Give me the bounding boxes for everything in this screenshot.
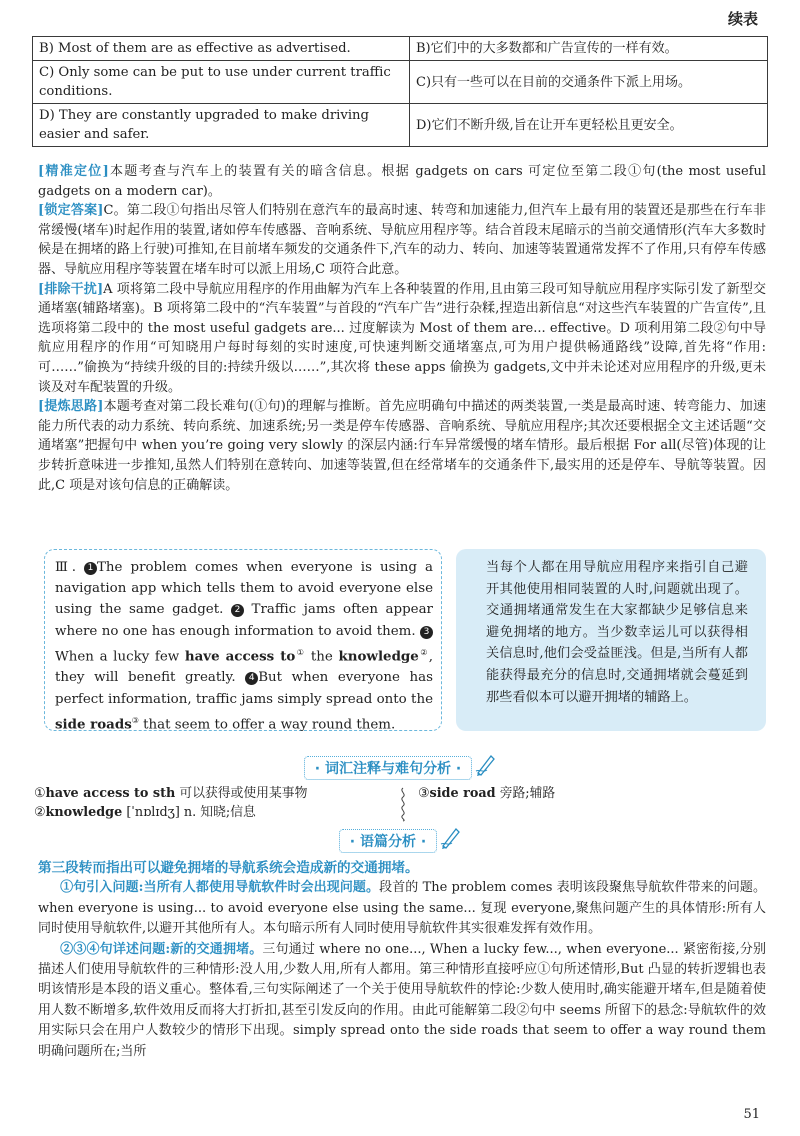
page-number: 51 — [743, 1107, 760, 1122]
option-c-en: C) Only some can be put to use under current traffic conditions. — [33, 61, 410, 104]
analysis-answer — [38, 201, 766, 279]
spiral-divider-icon — [398, 786, 408, 822]
sentence-4b: that seem to offer a way round them. — [138, 717, 396, 733]
vocab-term: knowledge — [45, 805, 123, 820]
thinking-text: 本题考查对第二段长难句(①句)的理解与推断。首先应明确句中描述的两类装置,一类是最高时速、转弯能力、加速能力所代表的动力系统、转向系统、加速系统;另一类是停车传感器、音响系统、导航应用程序;其次还要根据全文主述话题“交通堵塞”把握句中 when you’re going very slowly 的深层内涵:行车异常缓慢的堵车情形。最后根据 For all(尽管)体现的让步转折意味进一步推知,虽然人们特别在意转向、加速等装置,但在经常堵车的交通条件下,最实用的还是停车、导航等装置。因此,C 项是对该句信息的正确解读。 — [38, 399, 766, 493]
analysis-locate — [38, 162, 766, 201]
vocab-highlight: knowledge — [338, 648, 419, 665]
discourse-p1-label: ①句引入问题:当所有人都使用导航软件时会出现问题。 — [60, 880, 380, 896]
answer-text: C。第二段①句指出尽管人们特别在意汽车的最高时速、转弯和加速能力,但汽车上最有用的装置还是那些在行车非常缓慢(堵车)时起作用的装置,诸如停车传感器、音响系统、导航应用程序等。结合首段末尾暗示的当前交通情形(汽车大多数时候是在拥堵的路上行驶)可推知,在目前堵车频发的交通条件下,汽车的动力、转向、加速等装置通常发挥不了作用,只有停车传感器、导航应用程序等装置在堵车时可以派上用场,C 项符合此意。 — [38, 203, 766, 277]
locate-text: 本题考查与汽车上的装置有关的暗含信息。根据 gadgets on cars 可定位至第二段①句(the most useful gadgets on a modern car)。 — [38, 164, 766, 199]
sentence-4a: But when everyone has perfect information, traffic jams simply spread onto the — [55, 670, 433, 707]
sentence-number-icon: 4 — [245, 672, 258, 685]
discourse-p2-label: ②③④句详述问题:新的交通拥堵。 — [60, 941, 263, 957]
discourse-analysis — [38, 858, 766, 1062]
passage-text — [55, 557, 433, 736]
pen-icon — [474, 751, 496, 781]
discourse-p1-text: 段首的 The problem comes 表明该段聚焦导航软件带来的问题。when everyone is using... to avoid everyone else using the same... 复现 everyone,聚焦问题产生的具体情形:所有人同时使用导航软件,以避开其他所有人。本句暗示所有人同时使用导航软件其实很难发挥有效作用。 — [38, 880, 766, 937]
vocab-def: 旁路;辅路 — [495, 786, 556, 801]
footnote-marker: ③ — [131, 715, 139, 725]
vocab-highlight: have access to — [184, 648, 296, 665]
sentence-number-icon: 1 — [84, 562, 97, 575]
analysis-thinking — [38, 397, 766, 495]
list-item: ③side road 旁路;辅路 — [418, 786, 556, 801]
sentence-2: Traffic jams often appear where no one has enough information to avoid them. — [55, 602, 433, 639]
sentence-1: The problem comes when everyone is using a navigation app which tells them to avoid everyone else using the same gadget. — [55, 560, 433, 618]
footnote-marker: ① — [295, 647, 306, 657]
vocab-def: [ˈnɒlɪdʒ] n. 知晓;信息 — [122, 805, 256, 820]
sentence-3a: When a lucky few — [55, 649, 185, 665]
option-b-zh: B)它们中的大多数都和广告宣传的一样有效。 — [410, 37, 768, 61]
pen-icon — [439, 824, 461, 854]
discourse-lead: 第三段转而指出可以避免拥堵的导航系统会造成新的交通拥堵。 — [38, 860, 419, 876]
translation-text: 当每个人都在用导航应用程序来指引自己避开其他使用相同装置的人时,问题就出现了。交通拥堵通常发生在大家都缺少足够信息来避免拥堵的地方。当少数幸运儿可以获得相关信息时,他们会受益匪浅。但是,当所有人都能获得最充分的信息时,交通拥堵就会蔓延到那些看似本可以避开拥堵的辅路上。 — [486, 560, 748, 705]
options-table — [32, 36, 768, 147]
vocab-section-header — [0, 751, 800, 775]
vocab-section-title: · 词汇注释与难句分析 · — [304, 756, 472, 780]
list-item: ①have access to sth 可以获得或使用某事物 — [34, 786, 308, 801]
sentence-3c: , they will benefit greatly. — [55, 649, 433, 686]
question-analysis — [38, 162, 766, 495]
sentence-number-icon: 3 — [420, 626, 433, 639]
continued-label: 续表 — [727, 10, 758, 28]
discourse-section-title: · 语篇分析 · — [339, 829, 437, 853]
discourse-p2-text: 三句通过 where no one..., When a lucky few..., when everyone... 紧密衔接,分别描述人们使用导航软件的三种情形:没人用,少数人用,所有人都用。第三种情形直接呼应①句所述情形,But 凸显的转折逻辑也表明该情形是本段的语义重心。整体看,三句实际阐述了一个关于使用导航软件的悖论:少数人使用时,确实能避开堵车,但是随着使用人数不断增多,软件效用反而将大打折扣,甚至引发反向的作用。由此可能解第二段②句中 seems 所留下的悬念:导航软件的效用实际只会在用户人数较少的情形下出现。simply spread onto the side roads that seem to offer a way round them 明确问题所在;当所 — [38, 941, 766, 1059]
table-row — [33, 61, 768, 104]
analysis-exclude — [38, 280, 766, 398]
locate-tag: [精准定位] — [38, 164, 109, 179]
exclude-tag: [排除干扰] — [38, 281, 104, 297]
vocab-term: have access to sth — [45, 786, 176, 801]
list-item: ②knowledge [ˈnɒlɪdʒ] n. 知晓;信息 — [34, 805, 256, 820]
footnote-marker: ② — [418, 647, 429, 657]
discourse-section-header — [0, 824, 800, 848]
translation-box — [456, 549, 766, 731]
discourse-para-1 — [38, 878, 766, 939]
vocab-term: side road — [429, 786, 496, 801]
exclude-text: A 项将第二段中导航应用程序的作用曲解为汽车上各种装置的作用,且由第三段可知导航应用程序实际引发了新型交通堵塞(辅路堵塞)。B 项将第二段中的“汽车装置”与首段的“汽车广告”进行杂糅,捏造出新信息“对这些汽车装置的广告宣传”,且选项将第二段中的 the most useful gadgets are... 过度解读为 Most of them are... effective。D 项利用第二段②句中导航应用程序的作用“可知晓用户每时每刻的实时速度,可快速判断交通堵塞点,可为用户提供畅通路线”设障,首先将“作用:可……”偷换为“持续升级的目的:持续升级以……”,其次将 these apps 偷换为 gadgets,文中并未论述对应用程序的升级,更未谈及对车配装置的升级。 — [38, 281, 766, 395]
vocab-def: 可以获得或使用某事物 — [175, 786, 308, 801]
option-b-en: B) Most of them are as effective as advertised. — [33, 37, 410, 61]
table-row — [33, 37, 768, 61]
vocab-highlight: side roads — [55, 716, 132, 733]
option-c-zh: C)只有一些可以在目前的交通条件下派上用场。 — [410, 61, 768, 104]
paragraph-number: Ⅲ. — [55, 560, 76, 575]
option-d-zh: D)它们不断升级,旨在让开车更轻松且更安全。 — [410, 104, 768, 147]
thinking-tag: [提炼思路] — [38, 399, 104, 415]
option-d-en: D) They are constantly upgraded to make driving easier and safer. — [33, 104, 410, 147]
sentence-number-icon: 2 — [231, 604, 244, 617]
table-row — [33, 104, 768, 147]
sentence-3b: the — [305, 649, 339, 665]
passage-box — [44, 549, 442, 731]
discourse-para-2 — [38, 940, 766, 1062]
answer-tag: [锁定答案] — [38, 203, 104, 219]
